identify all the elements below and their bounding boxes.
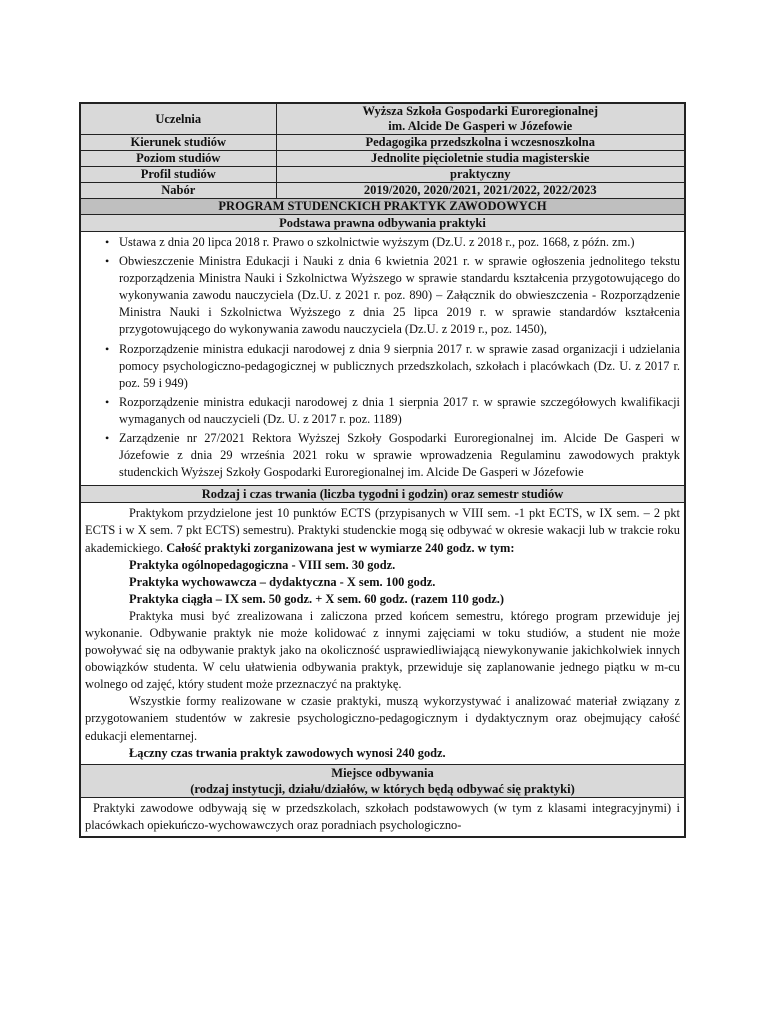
bullet-icon: • xyxy=(105,254,110,269)
duration-intro-bold: Całość praktyki zorganizowana jest w wymiarze 240 godz. w tym: xyxy=(166,540,515,555)
meta-row-profile xyxy=(80,167,685,183)
legal-heading-row xyxy=(80,215,685,232)
place-heading-line: Miejsce odbywania xyxy=(331,765,434,780)
bullet-icon: • xyxy=(105,394,110,409)
legal-body-row xyxy=(80,232,685,486)
legal-list-item xyxy=(85,394,680,428)
place-heading-line: (rodzaj instytucji, działu/działów, w których będą odbywać się praktyki) xyxy=(190,781,575,796)
meta-label: Nabór xyxy=(80,183,276,199)
meta-row-field xyxy=(80,135,685,151)
place-body xyxy=(80,797,685,837)
legal-item-text: Zarządzenie nr 27/2021 Rektora Wyższej Szkoły Gospodarki Euroregionalnej im. Alcide De Gasperi w Józefowie z dnia 29 września 2021 roku w sprawie wprowadzenia Regulaminu zawodowych praktyk studenckich Wyższej Szkoły Gospodarki Euroregionalnej im. Alcide De Gasperi w Józefowie xyxy=(119,431,680,480)
legal-item-text: Ustawa z dnia 20 lipca 2018 r. Prawo o szkolnictwie wyższym (Dz.U. z 2018 r., poz. 1668, z późn. zm.) xyxy=(119,235,635,249)
meta-row-level xyxy=(80,151,685,167)
place-text: Praktyki zawodowe odbywają się w przedszkolach, szkołach podstawowych (w tym z klasami integracyjnymi) i placówkach opiekuńczo-wychowawczych oraz poradniach psychologiczno- xyxy=(85,800,680,832)
duration-heading-row xyxy=(80,486,685,503)
place-body-row xyxy=(80,797,685,837)
meta-value: praktyczny xyxy=(276,167,685,183)
bullet-icon: • xyxy=(105,431,110,446)
legal-item-text: Rozporządzenie ministra edukacji narodowej z dnia 9 sierpnia 2017 r. w sprawie zasad organizacji i udzielania pomocy psychologiczno-pedagogicznej w publicznych przedszkolach, szkołach i placówkach (Dz. U. z 2017 r. poz. 59 i 949) xyxy=(119,341,680,390)
document-page xyxy=(79,102,684,838)
meta-value-line: Wyższa Szkoła Gospodarki Euroregionalnej xyxy=(362,104,599,118)
legal-heading: Podstawa prawna odbywania praktyki xyxy=(80,215,685,232)
place-heading xyxy=(80,764,685,797)
duration-paragraph: Wszystkie formy realizowane w czasie praktyki, muszą wykorzystywać i analizować materiał związany z przygotowaniem studentów w zakresie psychologiczno-pedagogicznym i dydaktycznym oraz obejmujący całość edukacji elementarnej. xyxy=(85,694,680,743)
program-title-row xyxy=(80,199,685,215)
meta-label: Poziom studiów xyxy=(80,151,276,167)
meta-row-intake xyxy=(80,183,685,199)
meta-label: Uczelnia xyxy=(80,103,276,135)
duration-paragraph: Praktyka musi być zrealizowana i zaliczona przed końcem semestru, którego program przewiduje jej wykonanie. Odbywanie praktyk nie może kolidować z innymi zajęciami w toku studiów, a student nie może powoływać się na odbywanie praktyk jako na okoliczność usprawiedliwiającą niewykonywanie jakichkolwiek innych obowiązków studenta. W celu ułatwienia odbywania praktyk, przewiduje się zaplanowanie jednego piątku w m-cu wolnego od zajęć, który student może przeznaczyć na praktykę. xyxy=(85,608,680,692)
bullet-icon: • xyxy=(105,341,110,356)
duration-intro xyxy=(85,505,680,556)
meta-value xyxy=(276,103,685,135)
legal-list-item xyxy=(85,430,680,481)
bullet-icon: • xyxy=(105,235,110,249)
practice-type: Praktyka ogólnopedagogiczna - VIII sem. 30 godz. xyxy=(129,557,396,572)
place-heading-row xyxy=(80,764,685,797)
practice-type: Praktyka wychowawcza – dydaktyczna - X sem. 100 godz. xyxy=(129,574,436,589)
program-title: PROGRAM STUDENCKICH PRAKTYK ZAWODOWYCH xyxy=(80,199,685,215)
legal-list-item xyxy=(85,341,680,392)
duration-body-row xyxy=(80,503,685,764)
legal-list xyxy=(85,234,680,481)
meta-value: Jednolite pięcioletnie studia magisterskie xyxy=(276,151,685,167)
duration-heading: Rodzaj i czas trwania (liczba tygodni i godzin) oraz semestr studiów xyxy=(80,486,685,503)
meta-value: Pedagogika przedszkolna i wczesnoszkolna xyxy=(276,135,685,151)
legal-item-text: Obwieszczenie Ministra Edukacji i Nauki z dnia 6 kwietnia 2021 r. w sprawie ogłoszenia jednolitego tekstu rozporządzenia Ministra Nauki i Szkolnictwa Wyższego w sprawie standardu kształcenia przygotowującego do wykonywania zawodu nauczyciela (Dz.U. z 2021 r. poz. 890) – Załącznik do obwieszczenia - Rozporządzenie Ministra Nauki i Szkolnictwa Wyższego z dnia 25 lipca 2019 r. w sprawie standardów kształcenia przygotowującego do wykonywania zawodu nauczyciela (Dz.U. z 2019 r., poz. 1450), xyxy=(119,254,680,337)
meta-value: 2019/2020, 2020/2021, 2021/2022, 2022/2023 xyxy=(276,183,685,199)
program-table xyxy=(79,102,686,838)
meta-label: Profil studiów xyxy=(80,167,276,183)
legal-item-text: Rozporządzenie ministra edukacji narodowej z dnia 1 sierpnia 2017 r. w sprawie szczegółowych kwalifikacji wymaganych od nauczycieli (Dz. U. z 2017 r. poz. 1189) xyxy=(119,394,680,426)
practice-type: Praktyka ciągła – IX sem. 50 godz. + X sem. 60 godz. (razem 110 godz.) xyxy=(129,591,504,606)
duration-total: Łączny czas trwania praktyk zawodowych wynosi 240 godz. xyxy=(129,745,446,760)
meta-value-line: im. Alcide De Gasperi w Józefowie xyxy=(388,119,573,133)
duration-body xyxy=(80,503,685,764)
legal-list-item xyxy=(85,234,680,251)
duration-intro-text: Praktykom przydzielone jest 10 punktów ECTS (przypisanych w VIII sem. -1 pkt ECTS, w IX sem. – 2 pkt ECTS i w X sem. 7 pkt ECTS) semestru). Praktyki studenckie mogą się odbywać w okresie wakacji lub w trakcie roku akademickiego. xyxy=(85,506,680,555)
meta-label: Kierunek studiów xyxy=(80,135,276,151)
legal-body xyxy=(80,232,685,486)
meta-row-university xyxy=(80,103,685,135)
legal-list-item xyxy=(85,253,680,338)
